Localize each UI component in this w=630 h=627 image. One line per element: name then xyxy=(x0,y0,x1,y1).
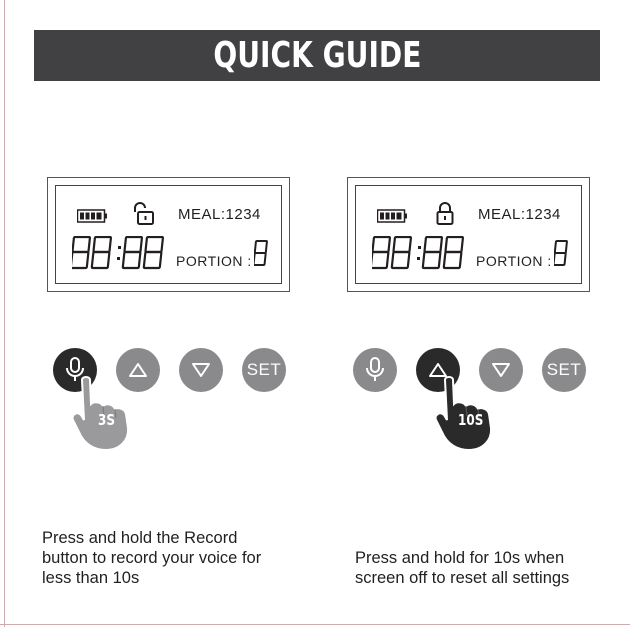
battery-icon xyxy=(77,209,107,223)
lcd-display-2 xyxy=(347,177,590,292)
unlocked-padlock-icon xyxy=(132,202,154,226)
page-title: QUICK GUIDE xyxy=(212,35,422,76)
caption-reset xyxy=(355,548,569,588)
clock-digits xyxy=(72,236,168,270)
microphone-icon xyxy=(364,356,386,384)
portion-label: PORTION : xyxy=(476,253,552,269)
triangle-down-icon xyxy=(191,362,211,378)
page-bottom-line xyxy=(0,624,630,625)
caption-record xyxy=(42,528,261,588)
record-button-2[interactable] xyxy=(353,348,397,392)
portion-digit xyxy=(254,240,268,266)
set-button-1[interactable] xyxy=(242,348,286,392)
down-button-1[interactable] xyxy=(179,348,223,392)
lcd-display-1 xyxy=(47,177,290,292)
caption-line: less than 10s xyxy=(42,569,140,587)
meal-readout: MEAL:1234 xyxy=(178,206,261,223)
set-button-2[interactable] xyxy=(542,348,586,392)
battery-icon xyxy=(377,209,407,223)
caption-line: button to record your voice for xyxy=(42,549,262,567)
portion-label: PORTION : xyxy=(176,253,252,269)
set-button-label: SET xyxy=(546,360,582,379)
hold-duration-label-1: 3S xyxy=(98,411,115,429)
caption-line: Press and hold for 10s when xyxy=(355,549,565,567)
caption-line: Press and hold the Record xyxy=(42,529,238,547)
caption-line: screen off to reset all settings xyxy=(355,569,570,587)
set-button-label: SET xyxy=(246,360,282,379)
meal-readout: MEAL:1234 xyxy=(478,206,561,223)
clock-digits xyxy=(372,236,468,270)
hold-duration-label-2: 10S xyxy=(458,411,484,429)
page-margin-line xyxy=(4,0,5,627)
locked-padlock-icon xyxy=(434,202,456,226)
title-bar xyxy=(34,30,600,81)
portion-digit xyxy=(554,240,568,266)
